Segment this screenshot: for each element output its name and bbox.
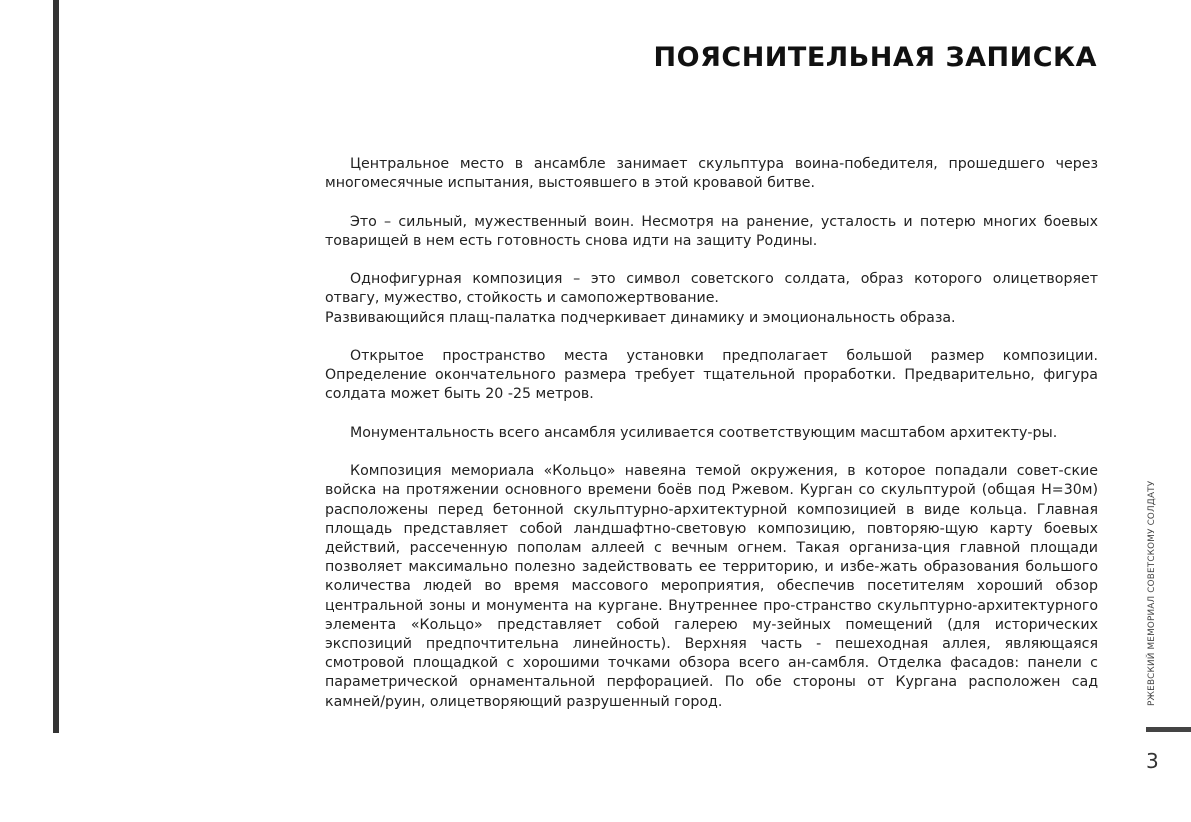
paragraph-4-text: Открытое пространство места установки предполагает большой размер композиции. Определение окончательного размера требует тщательной проработки. Предварительно, фигура солдата может быть 20 -25 метров. [325,347,1098,403]
paragraph-3 [325,270,1098,328]
paragraph-2 [325,213,1098,251]
paragraph-2-text: Это – сильный, мужественный воин. Несмотря на ранение, усталость и потерю многих боевых товарищей в нем есть готовность снова идти на защиту Родины. [325,213,1098,249]
paragraph-5-text: Монументальность всего ансамбля усиливается соответствующим масштабом архитекту-ры. [350,424,1058,441]
paragraph-1-text: Центральное место в ансамбле занимает скульптура воина-победителя, прошедшего через многомесячные испытания, выстоявшего в этой кровавой битве. [325,156,1098,192]
paragraph-6-text: Композиция мемориала «Кольцо» навеяна темой окружения, в которое попадали совет-ские войска на протяжении основного времени боёв под Ржевом. Курган со скульптурой (общая Н=30м) расположены перед бетонной скульптурно-архитектурной композицией в виде кольца. Главная площадь представляет собой ландшафтно-световую композицию, повторяю-щую карту боевых действий, рассеченную пополам аллеей с вечным огнем. Такая организа-ция главной площади позволяет максимально полезно задействовать ее территорию, и избе-жать образования большого количества людей во время массового мероприятия, обеспечив посетителям хороший обзор центральной зоны и монумента на кургане. Внутреннее про-странство скульптурно-архитектурного элемента «Кольцо» представляет собой галерею му-зейных помещений (для исторических экспозиций предпочтительна линейность). Верхняя часть - пешеходная аллея, являющаяся смотровой площадкой с хорошими точками обзора всего ан-самбля. Отделка фасадов: панели с параметрической орнаментальной перфорацией. По обе стороны от Кургана расположен сад камней/руин, олицетворяющий разрушенный город. [325,463,1098,710]
explanatory-text [325,155,1098,731]
paragraph-3-text: Однофигурная композиция – это символ советского солдата, образ которого олицетворяет отвагу, мужество, стойкость и самопожертвование. [325,271,1098,307]
paragraph-6 [325,462,1098,712]
paragraph-5 [325,424,1098,443]
paragraph-1 [325,155,1098,193]
page-number: 3 [1146,749,1159,773]
side-caption-text: РЖЕВСКИЙ МЕМОРИАЛ СОВЕТСКОМУ СОЛДАТУ [1147,480,1157,706]
paragraph-3-continuation: Развивающийся плащ-палатка подчеркивает динамику и эмоциональность образа. [325,309,956,326]
page-title: ПОЯСНИТЕЛЬНАЯ ЗАПИСКА [653,42,1097,73]
footer-rule [1146,727,1191,732]
vertical-side-caption [1143,466,1163,706]
paragraph-4 [325,347,1098,405]
left-margin-bar [53,0,59,733]
